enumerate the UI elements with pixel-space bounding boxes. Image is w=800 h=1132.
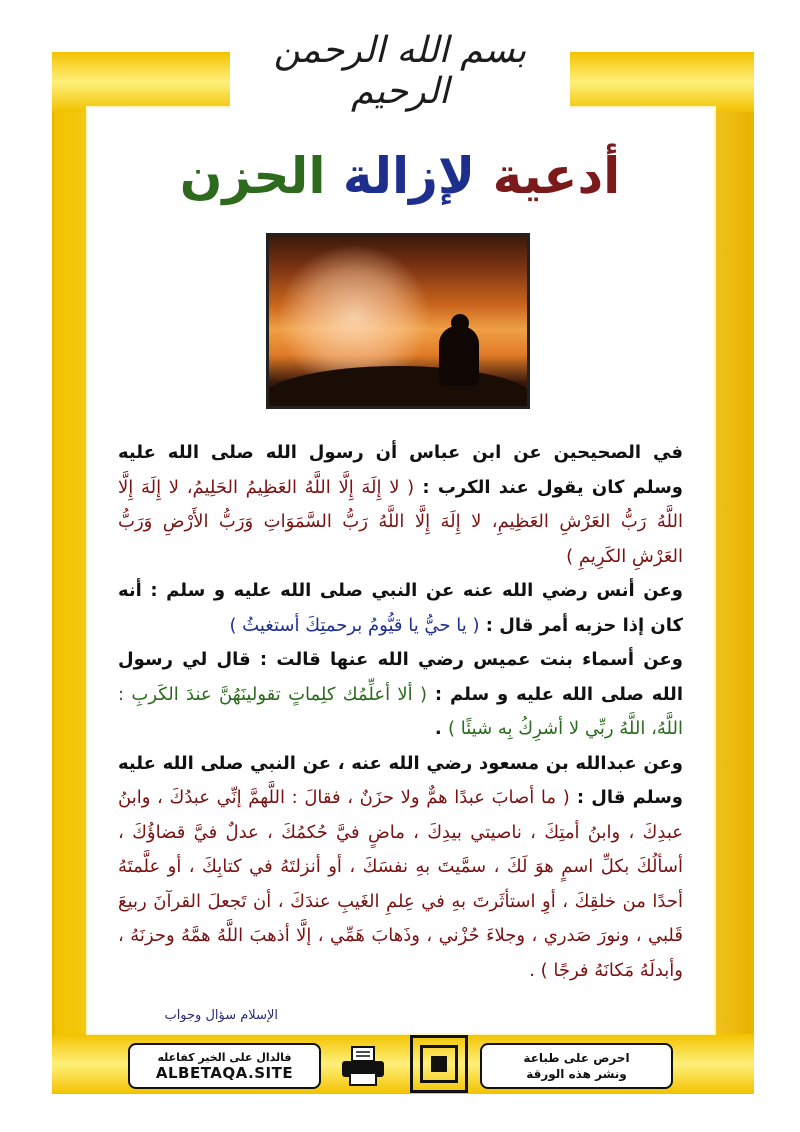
source-credit: الإسلام سؤال وجواب — [164, 1008, 278, 1023]
praying-hands-overlay — [279, 246, 429, 376]
printer-icon — [338, 1045, 388, 1087]
paragraph-ibn-abbas: في الصحيحين عن ابن عباس أن رسول الله صلى الله عليه وسلم كان يقول عند الكرب : ( لا إِلَهَ إِلَّا اللَّهُ العَظِيمُ الحَلِيمُ، لا إِلَهَ إِلَّا اللَّهُ رَبُّ العَرْشِ العَظِيمِ، لا إِلَهَ إِلَّا اللَّهُ رَبُّ السَّمَوَاتِ وَرَبُّ الأَرْضِ وَرَبُّ العَرْشِ الكَرِيمِ ) — [118, 442, 683, 567]
footer-bar — [128, 1043, 673, 1091]
dua-ya-hayy: ( يا حيُّ يا قيُّومُ برحمتِكَ أستغيثُ ) — [229, 614, 480, 636]
logo-mark — [420, 1045, 458, 1083]
footer-motto: فالدال على الخير كفاعله — [157, 1050, 292, 1064]
paragraph-asma: وعن أسماء بنت عميس رضي الله عنها قالت : قال لي رسول الله صلى الله عليه و سلم : ( ألا أعلِّمُك كلِماتٍ تقولينَهُنَّ عندَ الكَربِ : اللَّهُ، اللَّهُ ربِّي لا أشرِكُ بِه شيئًا ) . — [118, 649, 683, 739]
paragraph-anas: وعن أنس رضي الله عنه عن النبي صلى الله عليه و سلم : أنه كان إذا حزبه أمر قال : ( يا حيُّ يا قيُّومُ برحمتِكَ أستغيثُ ) — [118, 580, 683, 636]
sitting-person-silhouette — [439, 326, 479, 386]
dua-karb: ( لا إِلَهَ إِلَّا اللَّهُ العَظِيمُ الحَلِيمُ، لا إِلَهَ إِلَّا اللَّهُ رَبُّ العَرْشِ العَظِيمِ، لا إِلَهَ إِلَّا اللَّهُ رَبُّ السَّمَوَاتِ وَرَبُّ الأَرْضِ وَرَبُّ العَرْشِ الكَرِيمِ ) — [118, 476, 683, 567]
supplications-text — [118, 436, 683, 988]
footer-site-link[interactable]: ALBETAQA.SITE — [155, 1063, 294, 1082]
dua-hamm-huzn: ( ما أصابَ عبدًا همٌّ ولا حزَنٌ ، فقالَ : اللَّهمَّ إنِّي عبدُكَ ، وابنُ عبدِكَ ، وابنُ أمتِكَ ، ناصيتي بيدِكَ ، ماضٍ فيَّ حُكمُكَ ، عدلٌ فيَّ قضاؤُكَ ، أسألُكَ بكلِّ اسمٍ هوَ لَكَ ، سمَّيتَ بهِ نفسَكَ ، أو أنزلتَهُ في كتابِكَ ، أو علَّمتَهُ أحدًا من خلقِكَ ، أوِ استأثَرتَ بهِ في عِلمِ الغَيبِ عندَكَ ، أن تَجعلَ القرآنَ ربيعَ قَلبي ، ونورَ صَدري ، وجلاءَ حُزْني ، وذَهابَ هَمِّي ، إلَّا أذهبَ اللَّهُ همَّهُ وحزنَهُ ، وأبدلَهُ مَكانَهُ فرجًا ) . — [118, 787, 683, 981]
basmala-calligraphy: بسم الله الرحمن الرحيم — [273, 30, 527, 112]
albetaqa-logo — [410, 1035, 468, 1093]
paragraph-ibn-masud: وعن عبدالله بن مسعود رضي الله عنه ، عن النبي صلى الله عليه وسلم قال : ( ما أصابَ عبدًا همٌّ ولا حزَنٌ ، فقالَ : اللَّهمَّ إنِّي عبدُكَ ، وابنُ عبدِكَ ، وابنُ أمتِكَ ، ناصيتي بيدِكَ ، ماضٍ فيَّ حُكمُكَ ، عدلٌ فيَّ قضاؤُكَ ، أسألُكَ بكلِّ اسمٍ هوَ لَكَ ، سمَّيتَ بهِ نفسَكَ ، أو أنزلتَهُ في كتابِكَ ، أو علَّمتَهُ أحدًا من خلقِكَ ، أوِ استأثَرتَ بهِ في عِلمِ الغَيبِ عندَكَ ، أن تَجعلَ القرآنَ ربيعَ قَلبي ، ونورَ صَدري ، وجلاءَ حُزْني ، وذَهابَ هَمِّي ، إلَّا أذهبَ اللَّهُ همَّهُ وحزنَهُ ، وأبدلَهُ مَكانَهُ فرجًا ) . — [118, 752, 683, 981]
footer-print-box — [480, 1043, 673, 1089]
dua-allah-rabbi: ( ألا أعلِّمُك كلِماتٍ تقولينَهُنَّ عندَ الكَربِ : اللَّهُ، اللَّهُ ربِّي لا أشرِكُ بِه شيئًا ) — [118, 683, 683, 739]
title-word-3: الحزن — [179, 147, 326, 205]
praying-hands-photo — [266, 233, 530, 409]
title-word-1: أدعية — [492, 147, 621, 205]
footer-site-box — [128, 1043, 321, 1089]
title-word-2: لإزالة — [342, 147, 476, 205]
footer-print-line-2: ونشر هذه الورقة — [526, 1067, 627, 1081]
footer-print-line-1: احرص على طباعة — [523, 1051, 630, 1065]
page-title — [120, 146, 680, 206]
